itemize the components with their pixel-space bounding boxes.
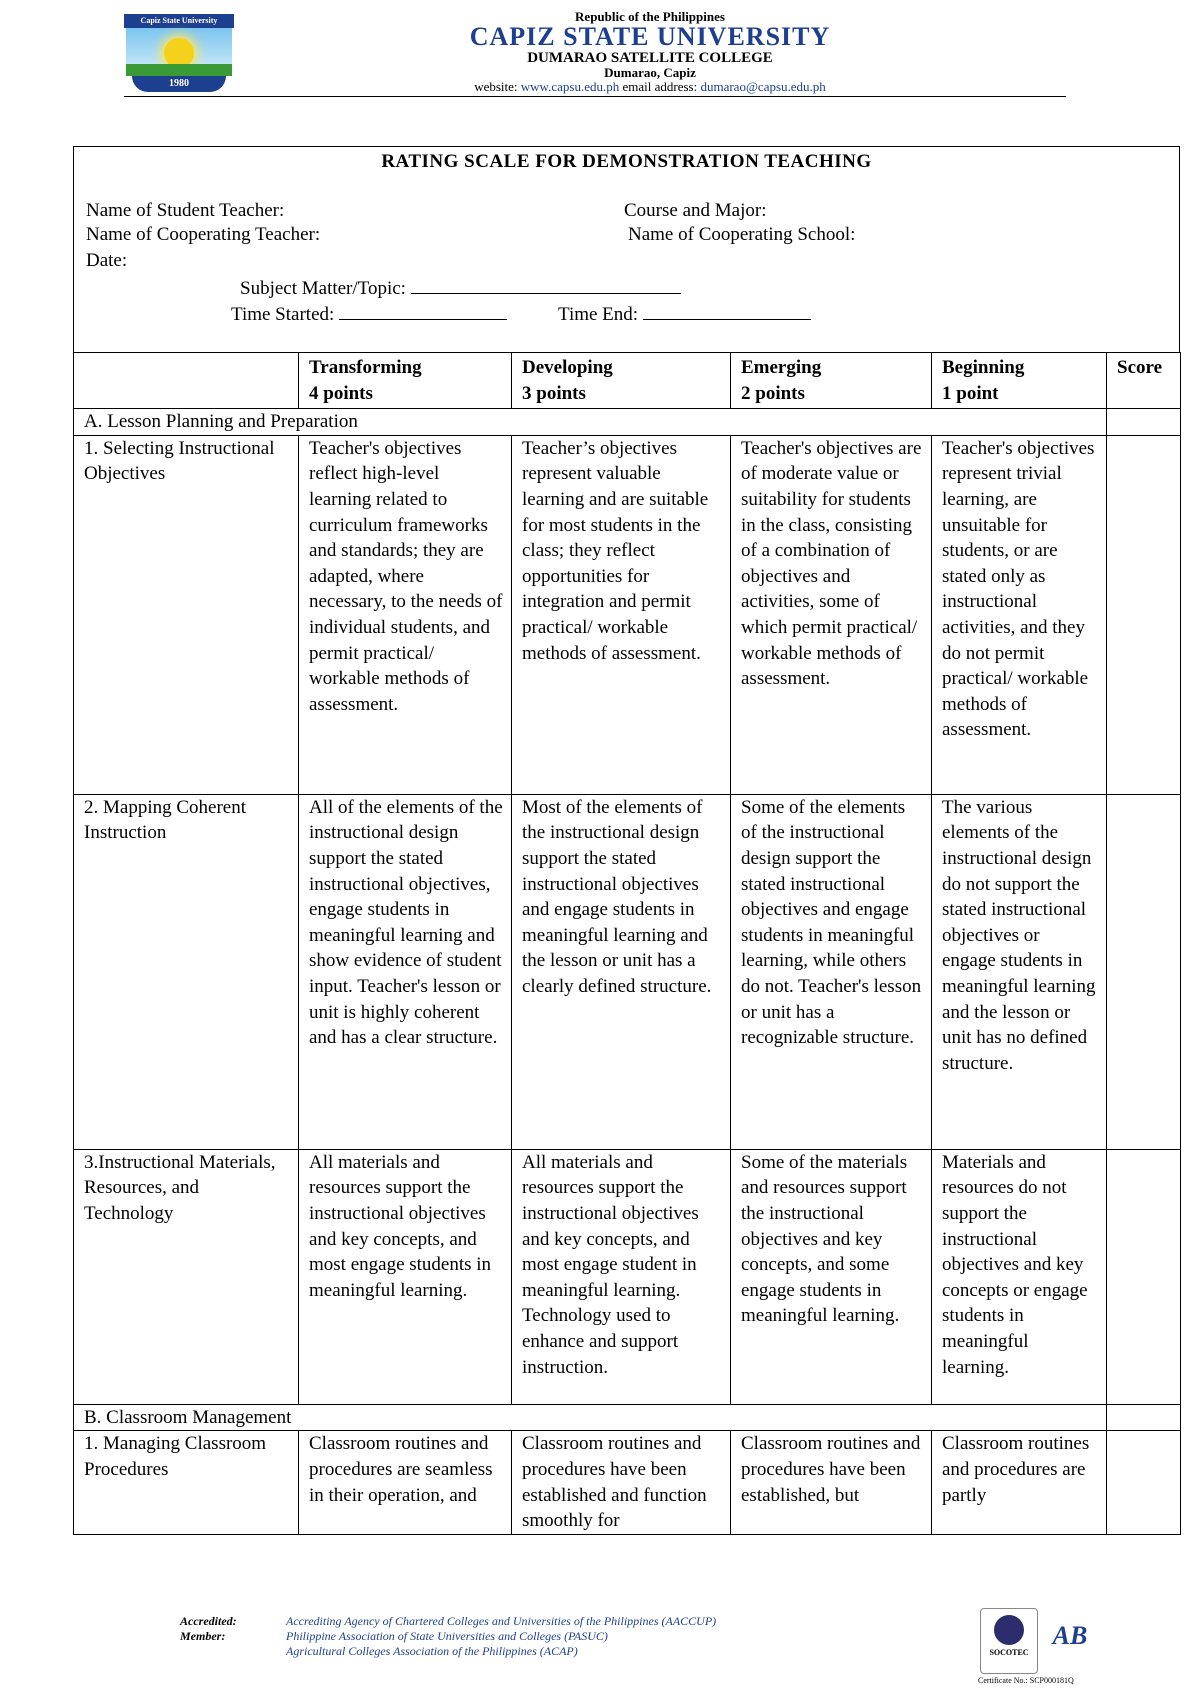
descriptor-cell: Teacher’s objectives represent valuable learning and are suitable for most students in the class; they reflect opportunities for integration and permit practical/ workable methods of assessment. bbox=[512, 435, 731, 794]
descriptor-cell: The various elements of the instructional design do not support the stated instructional objectives or engage students in meaningful learning and the lesson or unit has no defined structure. bbox=[932, 794, 1107, 1149]
table-row bbox=[74, 1149, 1181, 1404]
rubric-table bbox=[73, 352, 1181, 1535]
header-developing: Developing 3 points bbox=[512, 353, 731, 409]
accreditation-labels: Accredited: Member: bbox=[180, 1614, 237, 1643]
college-place: Dumarao, Capiz bbox=[604, 65, 696, 80]
criterion-cell: 2. Mapping Coherent Instruction bbox=[74, 794, 299, 1149]
accreditation-list bbox=[286, 1614, 716, 1659]
descriptor-cell: All materials and resources support the instructional objectives and key concepts, and most engage student in meaningful learning. Technology used to enhance and support instruction. bbox=[512, 1149, 731, 1404]
time-end-field[interactable]: Time End: bbox=[558, 301, 811, 327]
score-cell[interactable] bbox=[1107, 794, 1181, 1149]
subject-blank[interactable] bbox=[411, 275, 681, 294]
score-cell[interactable] bbox=[1107, 409, 1181, 436]
accreditation-item: Agricultural Colleges Association of the Philippines (ACAP) bbox=[286, 1644, 578, 1658]
table-row bbox=[74, 435, 1181, 794]
page-footer bbox=[0, 1600, 1200, 1696]
header-rule bbox=[124, 96, 1066, 97]
website-link[interactable]: www.capsu.edu.ph bbox=[520, 79, 620, 94]
score-cell[interactable] bbox=[1107, 1149, 1181, 1404]
letterhead-text bbox=[370, 10, 930, 94]
descriptor-cell: Classroom routines and procedures have been established, but bbox=[731, 1431, 932, 1534]
descriptor-cell: Most of the elements of the instructional design support the stated instructional objectives and engage students in meaningful learning and the lesson or unit has a clearly defined structure. bbox=[512, 794, 731, 1149]
section-b-label: B. Classroom Management bbox=[74, 1404, 1107, 1431]
letterhead bbox=[0, 0, 1200, 100]
descriptor-cell: Teacher's objectives represent trivial learning, are unsuitable for students, or are stated only as instructional activities, and they do not permit practical/ workable methods of assessment. bbox=[932, 435, 1107, 794]
date-label: Date: bbox=[86, 250, 128, 271]
cooperating-teacher-label: Name of Cooperating Teacher: bbox=[86, 224, 321, 245]
criteria-header bbox=[74, 353, 299, 409]
descriptor-cell: Classroom routines and procedures have been established and function smoothly for bbox=[512, 1431, 731, 1534]
header-score: Score bbox=[1107, 353, 1181, 409]
table-row bbox=[74, 794, 1181, 1149]
certificate-number: Certificate No.: SCP000181Q bbox=[978, 1676, 1074, 1685]
rubric-header-row bbox=[74, 353, 1181, 409]
email-link[interactable]: dumarao@capsu.edu.ph bbox=[700, 79, 826, 94]
certification-badges bbox=[976, 1604, 1106, 1690]
logo-band: Capiz State University bbox=[124, 14, 234, 28]
contact-line: website: www.capsu.edu.ph email address: dumarao@capsu.edu.ph bbox=[474, 79, 826, 94]
rating-form-header bbox=[73, 146, 1180, 353]
logo-year: 1980 bbox=[132, 76, 226, 92]
table-row bbox=[74, 1431, 1181, 1534]
section-row bbox=[74, 409, 1181, 436]
descriptor-cell: Classroom routines and procedures are partly bbox=[932, 1431, 1107, 1534]
course-major-label: Course and Major: bbox=[624, 200, 767, 221]
descriptor-cell: Teacher's objectives reflect high-level learning related to curriculum frameworks and standards; they are adapted, where necessary, to the needs of individual students, and permit practical/ workable methods of assessment. bbox=[299, 435, 512, 794]
criterion-cell: 1. Managing Classroom Procedures bbox=[74, 1431, 299, 1534]
header-beginning: Beginning 1 point bbox=[932, 353, 1107, 409]
university-name: CAPIZ STATE UNIVERSITY bbox=[469, 22, 831, 51]
subject-field[interactable]: Subject Matter/Topic: bbox=[240, 275, 681, 301]
student-teacher-label: Name of Student Teacher: bbox=[86, 200, 285, 221]
section-row bbox=[74, 1404, 1181, 1431]
time-end-blank[interactable] bbox=[643, 301, 811, 320]
score-cell[interactable] bbox=[1107, 1404, 1181, 1431]
score-cell[interactable] bbox=[1107, 1431, 1181, 1534]
university-logo bbox=[124, 14, 234, 92]
descriptor-cell: Some of the elements of the instructional design support the stated instructional objectives and engage students in meaningful learning, while others do not. Teacher's lesson or unit has a recognizable structure. bbox=[731, 794, 932, 1149]
descriptor-cell: Classroom routines and procedures are seamless in their operation, and bbox=[299, 1431, 512, 1534]
header-transforming: Transforming 4 points bbox=[299, 353, 512, 409]
cooperating-school-label: Name of Cooperating School: bbox=[628, 224, 856, 245]
republic-line: Republic of the Philippines bbox=[575, 9, 725, 24]
ab-badge-icon: AB bbox=[1052, 1621, 1088, 1650]
descriptor-cell: All materials and resources support the instructional objectives and key concepts, and most engage students in meaningful learning. bbox=[299, 1149, 512, 1404]
time-started-blank[interactable] bbox=[339, 301, 507, 320]
form-title: RATING SCALE FOR DEMONSTRATION TEACHING bbox=[381, 151, 872, 172]
descriptor-cell: Teacher's objectives are of moderate value or suitability for students in the class, consisting of a combination of objectives and activities, some of which permit practical/ workable methods of assessment. bbox=[731, 435, 932, 794]
descriptor-cell: All of the elements of the instructional design support the stated instructional objectives, engage students in meaningful learning and show evidence of student input. Teacher's lesson or unit is highly coherent and has a clear structure. bbox=[299, 794, 512, 1149]
score-cell[interactable] bbox=[1107, 435, 1181, 794]
time-started-field[interactable]: Time Started: bbox=[231, 301, 507, 327]
college-name: DUMARAO SATELLITE COLLEGE bbox=[527, 50, 773, 66]
accreditation-item: Accrediting Agency of Chartered Colleges and Universities of the Philippines (AACCUP) bbox=[286, 1614, 717, 1628]
criterion-cell: 3.Instructional Materials, Resources, and Technology bbox=[74, 1149, 299, 1404]
descriptor-cell: Some of the materials and resources support the instructional objectives and key concepts, and some engage students in meaningful learning. bbox=[731, 1149, 932, 1404]
socotec-badge-icon: SOCOTEC bbox=[980, 1608, 1038, 1674]
accreditation-item: Philippine Association of State Universities and Colleges (PASUC) bbox=[286, 1629, 608, 1643]
section-a-label: A. Lesson Planning and Preparation bbox=[74, 409, 1107, 436]
header-emerging: Emerging 2 points bbox=[731, 353, 932, 409]
descriptor-cell: Materials and resources do not support the instructional objectives and key concepts or engage students in meaningful learning. bbox=[932, 1149, 1107, 1404]
criterion-cell: 1. Selecting Instructional Objectives bbox=[74, 435, 299, 794]
